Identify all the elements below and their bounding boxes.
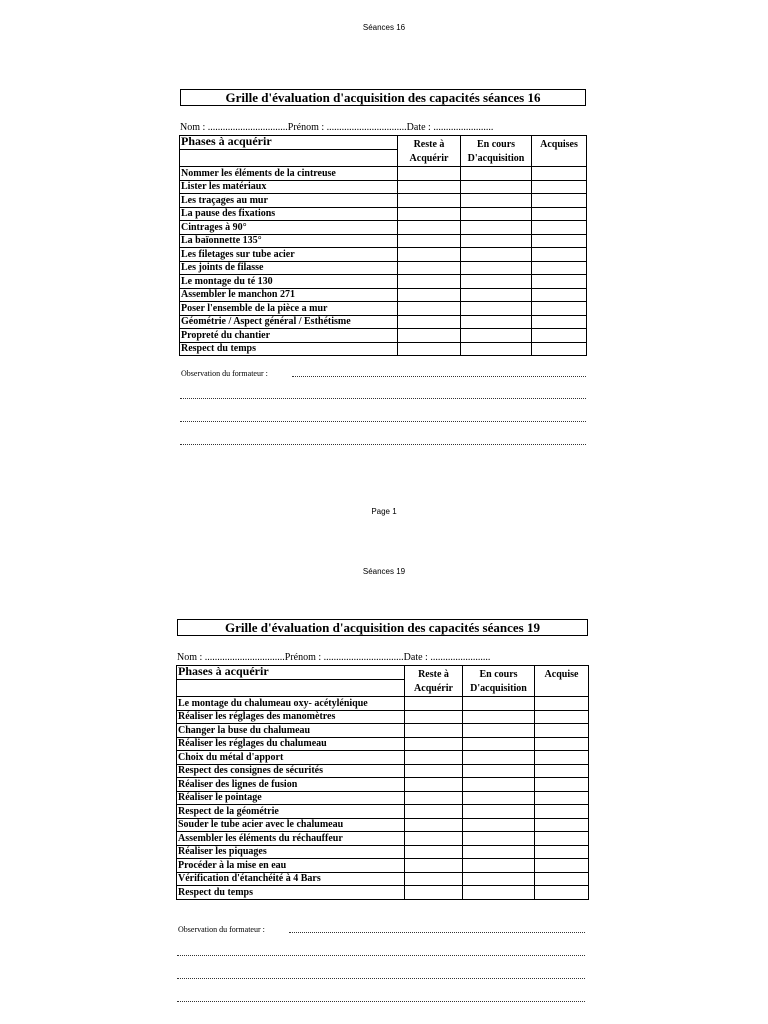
reste-cell[interactable] — [398, 167, 461, 181]
acquis-cell[interactable] — [535, 805, 589, 819]
reste-cell[interactable] — [398, 288, 461, 302]
en-cours-cell[interactable] — [461, 194, 532, 208]
acquis-cell[interactable] — [532, 234, 587, 248]
acquis-cell[interactable] — [535, 886, 589, 900]
phase-label: Les filetages sur tube acier — [180, 248, 398, 262]
table-row — [180, 329, 587, 343]
table-row — [180, 288, 587, 302]
en-cours-cell[interactable] — [463, 791, 535, 805]
table-row — [177, 697, 589, 711]
acquis-cell[interactable] — [535, 859, 589, 873]
phase-label: Souder le tube acier avec le chalumeau — [177, 818, 405, 832]
en-cours-cell[interactable] — [463, 710, 535, 724]
col-header-en-cours: En cours D'acquisition — [461, 136, 532, 167]
table-row — [177, 778, 589, 792]
reste-cell[interactable] — [398, 180, 461, 194]
phase-label: Géométrie / Aspect général / Esthétisme — [180, 315, 398, 329]
phase-label: Choix du métal d'apport — [177, 751, 405, 765]
en-cours-cell[interactable] — [461, 261, 532, 275]
reste-cell[interactable] — [398, 302, 461, 316]
phase-label: Respect du temps — [180, 342, 398, 356]
table-row — [180, 180, 587, 194]
col-header-acquises: Acquises — [532, 136, 587, 167]
evaluation-grid — [179, 135, 587, 356]
phase-label: La pause des fixations — [180, 207, 398, 221]
table-row — [177, 832, 589, 846]
reste-cell[interactable] — [405, 764, 463, 778]
phase-label: La baïonnette 135° — [180, 234, 398, 248]
reste-cell[interactable] — [405, 872, 463, 886]
table-row — [180, 194, 587, 208]
reste-cell[interactable] — [398, 261, 461, 275]
acquis-cell[interactable] — [532, 261, 587, 275]
en-cours-cell[interactable] — [463, 805, 535, 819]
phase-label: Changer la buse du chalumeau — [177, 724, 405, 738]
en-cours-cell[interactable] — [463, 859, 535, 873]
table-row — [180, 342, 587, 356]
table-row — [177, 845, 589, 859]
phase-label: Respect des consignes de sécurités — [177, 764, 405, 778]
en-cours-cell[interactable] — [461, 180, 532, 194]
en-cours-cell[interactable] — [463, 751, 535, 765]
phase-label: Le montage du chalumeau oxy- acétylénique — [177, 697, 405, 711]
reste-cell[interactable] — [405, 697, 463, 711]
page-header: Séances 19 — [362, 567, 406, 576]
en-cours-cell[interactable] — [461, 221, 532, 235]
phase-label: Respect du temps — [177, 886, 405, 900]
phase-label: Lister les matériaux — [180, 180, 398, 194]
identity-line: Nom : ................................Prénom : ................................Date : ........................ — [180, 122, 494, 133]
acquis-cell[interactable] — [532, 221, 587, 235]
reste-cell[interactable] — [405, 791, 463, 805]
reste-cell[interactable] — [398, 221, 461, 235]
en-cours-cell[interactable] — [461, 167, 532, 181]
observation-line[interactable] — [180, 444, 586, 445]
acquis-cell[interactable] — [535, 832, 589, 846]
table-row — [177, 805, 589, 819]
table-row — [177, 872, 589, 886]
observation-line[interactable] — [180, 398, 586, 399]
en-cours-cell[interactable] — [461, 288, 532, 302]
col-header-reste: Reste à Acquérir — [398, 136, 461, 167]
en-cours-cell[interactable] — [463, 845, 535, 859]
en-cours-cell[interactable] — [463, 697, 535, 711]
phase-label: Les traçages au mur — [180, 194, 398, 208]
table-row — [180, 275, 587, 289]
table-row — [180, 261, 587, 275]
table-row — [177, 886, 589, 900]
phase-label: Nommer les éléments de la cintreuse — [180, 167, 398, 181]
phase-label: Procéder à la mise en eau — [177, 859, 405, 873]
phase-label: Assembler le manchon 271 — [180, 288, 398, 302]
acquis-cell[interactable] — [532, 167, 587, 181]
en-cours-cell[interactable] — [463, 764, 535, 778]
observation-line[interactable] — [177, 978, 585, 979]
phase-label: Assembler les éléments du réchauffeur — [177, 832, 405, 846]
en-cours-cell[interactable] — [463, 886, 535, 900]
reste-cell[interactable] — [405, 886, 463, 900]
reste-cell[interactable] — [398, 248, 461, 262]
reste-cell[interactable] — [405, 737, 463, 751]
phase-label: Réaliser les réglages du chalumeau — [177, 737, 405, 751]
acquis-cell[interactable] — [532, 180, 587, 194]
en-cours-cell[interactable] — [463, 818, 535, 832]
acquis-cell[interactable] — [535, 791, 589, 805]
table-row — [177, 859, 589, 873]
table-row — [177, 764, 589, 778]
en-cours-cell[interactable] — [463, 778, 535, 792]
phase-label: Les joints de filasse — [180, 261, 398, 275]
en-cours-cell[interactable] — [461, 302, 532, 316]
reste-cell[interactable] — [398, 234, 461, 248]
table-row — [177, 751, 589, 765]
phase-label: Réaliser des lignes de fusion — [177, 778, 405, 792]
page-header: Séances 16 — [362, 23, 406, 32]
col-header-reste: Reste à Acquérir — [405, 666, 463, 697]
phase-label: Le montage du té 130 — [180, 275, 398, 289]
reste-cell[interactable] — [398, 275, 461, 289]
evaluation-title: Grille d'évaluation d'acquisition des capacités séances 19 — [177, 619, 588, 636]
header-spacer-cell — [180, 150, 398, 167]
reste-cell[interactable] — [405, 724, 463, 738]
evaluation-title: Grille d'évaluation d'acquisition des capacités séances 16 — [180, 89, 586, 106]
acquis-cell[interactable] — [532, 248, 587, 262]
observation-line[interactable] — [292, 376, 586, 377]
acquis-cell[interactable] — [535, 872, 589, 886]
en-cours-cell[interactable] — [461, 342, 532, 356]
table-row — [180, 207, 587, 221]
en-cours-cell[interactable] — [463, 832, 535, 846]
phase-label: Poser l'ensemble de la pièce a mur — [180, 302, 398, 316]
phase-label: Réaliser les réglages des manomètres — [177, 710, 405, 724]
observation-label: Observation du formateur : — [181, 369, 268, 378]
table-row — [180, 315, 587, 329]
reste-cell[interactable] — [405, 751, 463, 765]
phase-label: Respect de la géométrie — [177, 805, 405, 819]
en-cours-cell[interactable] — [461, 234, 532, 248]
reste-cell[interactable] — [405, 832, 463, 846]
reste-cell[interactable] — [398, 342, 461, 356]
reste-cell[interactable] — [398, 329, 461, 343]
observation-line[interactable] — [289, 932, 585, 933]
observation-line[interactable] — [177, 955, 585, 956]
reste-cell[interactable] — [405, 805, 463, 819]
observation-line[interactable] — [177, 1001, 585, 1002]
reste-cell[interactable] — [405, 845, 463, 859]
acquis-cell[interactable] — [532, 315, 587, 329]
acquis-cell[interactable] — [535, 764, 589, 778]
phase-label: Réaliser le pointage — [177, 791, 405, 805]
phase-label: Vérification d'étanchéité à 4 Bars — [177, 872, 405, 886]
table-row — [180, 167, 587, 181]
acquis-cell[interactable] — [535, 845, 589, 859]
table-row — [180, 248, 587, 262]
table-row — [177, 818, 589, 832]
phase-label: Propreté du chantier — [180, 329, 398, 343]
acquis-cell[interactable] — [535, 751, 589, 765]
observation-line[interactable] — [180, 421, 586, 422]
reste-cell[interactable] — [405, 778, 463, 792]
table-row — [180, 302, 587, 316]
table-row — [177, 710, 589, 724]
col-header-acquise: Acquise — [535, 666, 589, 697]
acquis-cell[interactable] — [532, 194, 587, 208]
table-row — [177, 724, 589, 738]
page-footer: Page 1 — [371, 507, 397, 516]
en-cours-cell[interactable] — [463, 724, 535, 738]
acquis-cell[interactable] — [535, 778, 589, 792]
en-cours-cell[interactable] — [461, 248, 532, 262]
acquis-cell[interactable] — [535, 818, 589, 832]
header-spacer-cell — [177, 680, 405, 697]
acquis-cell[interactable] — [532, 207, 587, 221]
acquis-cell[interactable] — [535, 697, 589, 711]
phase-label: Cintrages à 90° — [180, 221, 398, 235]
reste-cell[interactable] — [398, 315, 461, 329]
acquis-cell[interactable] — [535, 710, 589, 724]
en-cours-cell[interactable] — [463, 737, 535, 751]
reste-cell[interactable] — [405, 710, 463, 724]
acquis-cell[interactable] — [532, 288, 587, 302]
phase-label: Réaliser les piquages — [177, 845, 405, 859]
acquis-cell[interactable] — [535, 724, 589, 738]
reste-cell[interactable] — [405, 859, 463, 873]
table-row — [177, 737, 589, 751]
reste-cell[interactable] — [405, 818, 463, 832]
acquis-cell[interactable] — [532, 302, 587, 316]
observation-label: Observation du formateur : — [178, 925, 265, 934]
en-cours-cell[interactable] — [461, 315, 532, 329]
reste-cell[interactable] — [398, 207, 461, 221]
evaluation-grid — [176, 665, 589, 900]
col-header-en-cours: En cours D'acquisition — [463, 666, 535, 697]
acquis-cell[interactable] — [532, 329, 587, 343]
en-cours-cell[interactable] — [461, 207, 532, 221]
acquis-cell[interactable] — [532, 275, 587, 289]
en-cours-cell[interactable] — [463, 872, 535, 886]
acquis-cell[interactable] — [535, 737, 589, 751]
table-row — [177, 791, 589, 805]
en-cours-cell[interactable] — [461, 329, 532, 343]
reste-cell[interactable] — [398, 194, 461, 208]
table-row — [180, 221, 587, 235]
identity-line: Nom : ................................Prénom : ................................Date : ........................ — [177, 652, 491, 663]
table-row — [180, 234, 587, 248]
phase-column-header: Phases à acquérir — [177, 666, 405, 680]
acquis-cell[interactable] — [532, 342, 587, 356]
phase-column-header: Phases à acquérir — [180, 136, 398, 150]
en-cours-cell[interactable] — [461, 275, 532, 289]
